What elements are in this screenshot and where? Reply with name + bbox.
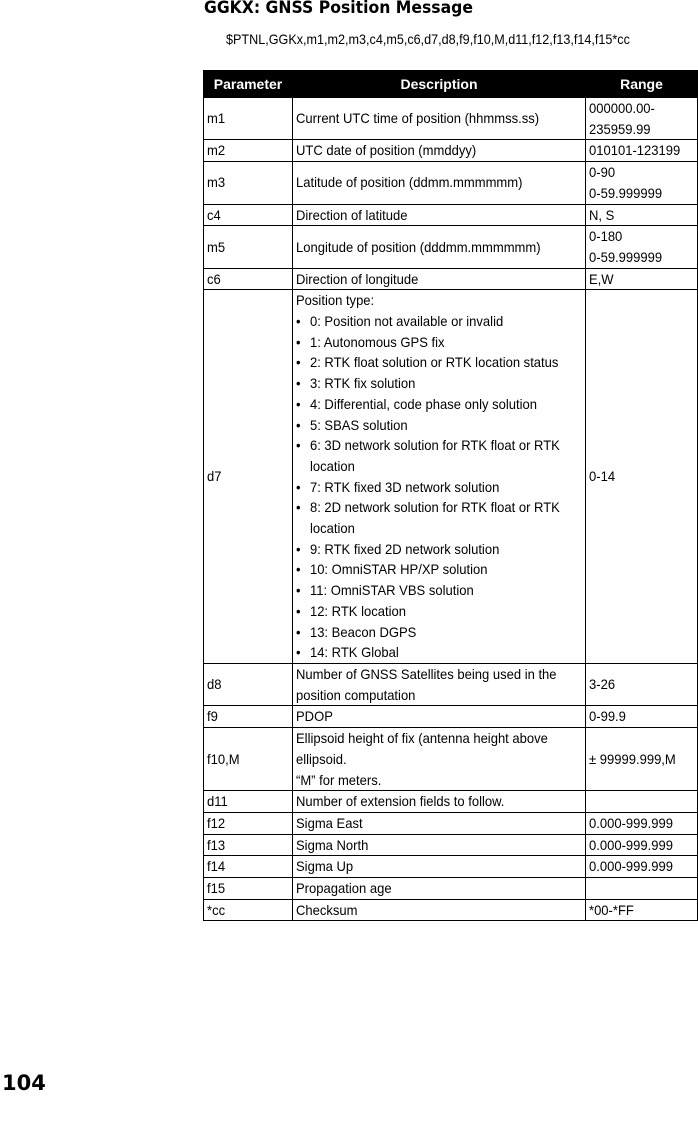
list-item: • 0: Position not available or invalid (296, 311, 562, 332)
parameter-label: f14 (207, 858, 226, 875)
range-value: ± 99999.999,M (589, 750, 676, 767)
range-value: 0.000-999.999 (589, 858, 673, 875)
range-value: 000000.00- (589, 100, 655, 116)
cell-description (293, 204, 586, 226)
description-text: UTC date of position (mmddyy) (296, 142, 477, 159)
cell-description (293, 812, 586, 834)
cell-range (586, 204, 698, 226)
list-item: • 10: OmniSTAR HP/XP solution (296, 559, 562, 580)
range-value: 235959.99 (589, 120, 651, 137)
cell-range (586, 140, 698, 162)
description-text: Number of extension fields to follow. (296, 793, 505, 810)
cell-parameter (204, 268, 293, 290)
description-text: Sigma East (296, 814, 363, 831)
cell-description (293, 728, 586, 791)
range-value: 0.000-999.999 (589, 836, 673, 853)
parameter-table (203, 70, 698, 921)
description-text: Latitude of position (ddmm.mmmmmm) (296, 174, 523, 191)
cell-parameter (204, 226, 293, 268)
cell-description (293, 856, 586, 878)
description-line: Position type: (296, 292, 375, 309)
cell-parameter (204, 728, 293, 791)
table-row (204, 899, 698, 921)
cell-parameter (204, 899, 293, 921)
parameter-label: f12 (207, 814, 226, 831)
table-row (204, 290, 698, 664)
list-item: • 11: OmniSTAR VBS solution (296, 580, 562, 601)
table-header-row (204, 71, 698, 98)
cell-range (586, 226, 698, 268)
cell-range (586, 98, 698, 140)
cell-parameter (204, 204, 293, 226)
list-item: • 6: 3D network solution for RTK float or RTK location (296, 435, 562, 476)
cell-description (293, 268, 586, 290)
cell-parameter (204, 878, 293, 900)
header-range: Range (586, 71, 698, 98)
list-item: • 13: Beacon DGPS (296, 622, 562, 643)
list-item: • 2: RTK float solution or RTK location status (296, 352, 562, 373)
table-row (204, 878, 698, 900)
header-description: Description (293, 71, 586, 98)
parameter-label: c6 (207, 270, 221, 287)
parameter-label: m2 (207, 142, 226, 159)
cell-description (293, 878, 586, 900)
cell-description (293, 834, 586, 856)
cell-parameter (204, 290, 293, 664)
cell-description (293, 290, 586, 664)
table-row (204, 791, 698, 813)
parameter-label: d11 (207, 793, 228, 810)
list-item: • 4: Differential, code phase only solution (296, 394, 562, 415)
table-row (204, 834, 698, 856)
cell-description (293, 706, 586, 728)
range-value: 0-180 (589, 228, 623, 245)
page-number: 104 (2, 1071, 46, 1095)
range-value: 0-99.9 (589, 708, 626, 725)
range-value: 010101-123199 (589, 142, 681, 159)
table-row (204, 856, 698, 878)
cell-description (293, 140, 586, 162)
cell-parameter (204, 812, 293, 834)
parameter-label: c4 (207, 206, 221, 223)
parameter-label: f9 (207, 708, 218, 725)
range-value: 3-26 (589, 676, 616, 693)
range-value: 0.000-999.999 (589, 814, 673, 831)
list-item: • 12: RTK location (296, 601, 562, 622)
parameter-label: f15 (207, 880, 226, 897)
cell-range (586, 290, 698, 664)
parameter-label: f13 (207, 836, 226, 853)
cell-range (586, 728, 698, 791)
cell-description (293, 162, 586, 204)
description-text: Sigma Up (296, 858, 354, 875)
list-item: • 8: 2D network solution for RTK float or RTK location (296, 497, 562, 538)
range-value: 0-90 (589, 164, 616, 181)
parameter-label: d7 (207, 468, 222, 485)
message-format: $PTNL,GGKx,m1,m2,m3,c4,m5,c6,d7,d8,f9,f10,M,d11,f12,f13,f14,f15*cc (226, 31, 630, 47)
description-text: Longitude of position (dddmm.mmmmmm) (296, 238, 541, 255)
list-item: • 9: RTK fixed 2D network solution (296, 539, 562, 560)
cell-parameter (204, 706, 293, 728)
table-row (204, 663, 698, 705)
cell-range (586, 812, 698, 834)
range-value: E,W (589, 270, 614, 287)
parameter-label: m5 (207, 238, 226, 255)
parameter-label: m1 (207, 110, 226, 127)
cell-description (293, 98, 586, 140)
cell-parameter (204, 162, 293, 204)
description-text: Current UTC time of position (hhmmss.ss) (296, 110, 540, 127)
range-value: 0-59.999999 (589, 184, 663, 201)
range-value: *00-*FF (589, 901, 634, 918)
description-text: Propagation age (296, 880, 392, 897)
cell-parameter (204, 98, 293, 140)
list-item: • 1: Autonomous GPS fix (296, 332, 562, 353)
description-text: PDOP (296, 708, 333, 725)
cell-range (586, 878, 698, 900)
list-item: • 7: RTK fixed 3D network solution (296, 477, 562, 498)
table-row (204, 706, 698, 728)
parameter-label: m3 (207, 174, 226, 191)
cell-range (586, 791, 698, 813)
table-row (204, 162, 698, 204)
cell-range (586, 856, 698, 878)
table-row (204, 204, 698, 226)
range-value: N, S (589, 206, 615, 223)
description-line: Ellipsoid height of fix (antenna height above ellipsoid. (296, 730, 548, 767)
description-line: “M” for meters. (296, 771, 382, 788)
cell-parameter (204, 834, 293, 856)
cell-parameter (204, 856, 293, 878)
table-row (204, 226, 698, 268)
table-row (204, 812, 698, 834)
parameter-label: f10,M (207, 750, 240, 767)
range-value: 0-59.999999 (589, 248, 663, 265)
cell-range (586, 162, 698, 204)
list-item: • 14: RTK Global (296, 642, 562, 663)
cell-description (293, 791, 586, 813)
cell-range (586, 834, 698, 856)
cell-range (586, 663, 698, 705)
cell-parameter (204, 791, 293, 813)
cell-parameter (204, 663, 293, 705)
parameter-label: *cc (207, 901, 226, 918)
table-row (204, 728, 698, 791)
page-title: GGKX: GNSS Position Message (204, 0, 473, 18)
parameter-label: d8 (207, 676, 222, 693)
cell-description (293, 226, 586, 268)
cell-parameter (204, 140, 293, 162)
list-item: • 5: SBAS solution (296, 415, 562, 436)
description-text: Direction of longitude (296, 270, 419, 287)
table-row (204, 268, 698, 290)
description-text: Direction of latitude (296, 206, 408, 223)
cell-range (586, 268, 698, 290)
cell-range (586, 706, 698, 728)
description-text: Sigma North (296, 836, 369, 853)
cell-range (586, 899, 698, 921)
description-text: Number of GNSS Satellites being used in the position computation (296, 665, 557, 703)
range-value: 0-14 (589, 468, 616, 485)
table-row (204, 98, 698, 140)
header-parameter: Parameter (204, 71, 293, 98)
table-row (204, 140, 698, 162)
list-item: • 3: RTK fix solution (296, 373, 562, 394)
cell-description (293, 663, 586, 705)
position-type-list (296, 311, 562, 663)
cell-description (293, 899, 586, 921)
description-text: Checksum (296, 901, 358, 918)
